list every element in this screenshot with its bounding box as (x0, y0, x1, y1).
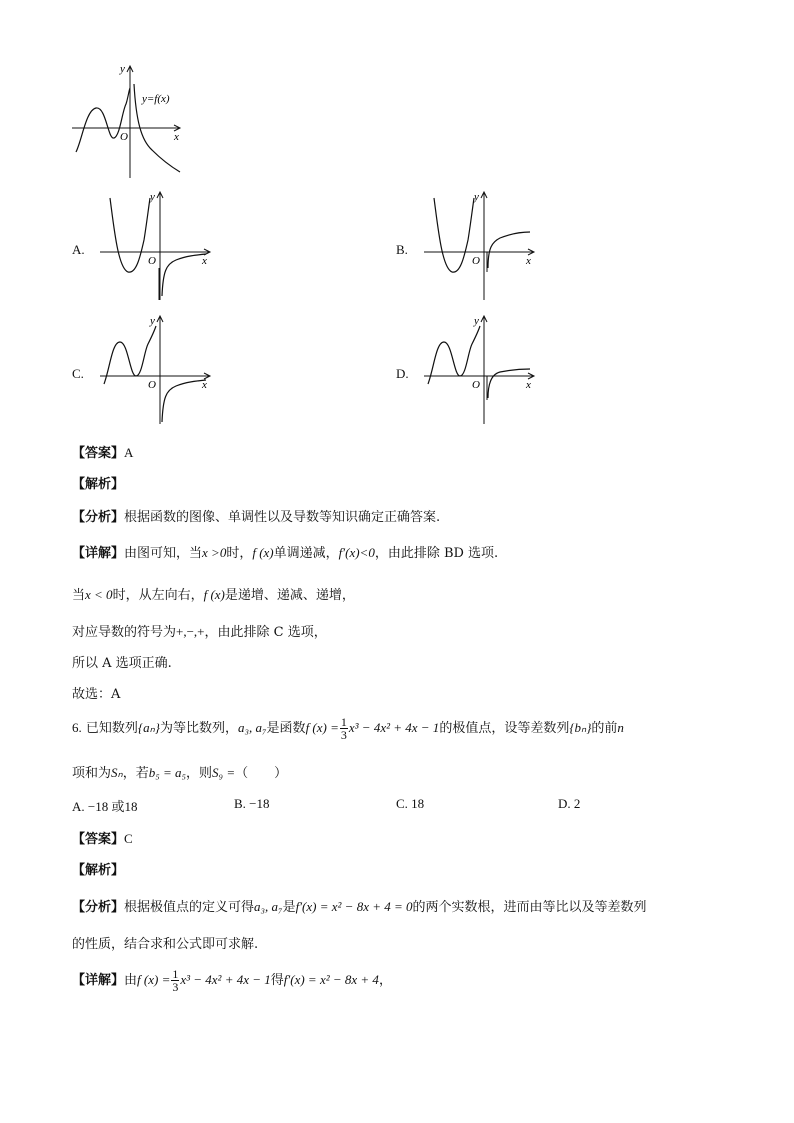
text: ，由此排除 BD 选项. (374, 546, 499, 561)
math-S9: S₉ = (212, 765, 236, 780)
q6-stem-line1 (72, 716, 624, 741)
answer-value: A (124, 445, 134, 460)
text: 所以 A 选项正确. (72, 656, 172, 671)
origin-label: O (148, 255, 156, 267)
fenxi-tag: 【分析】 (72, 510, 125, 525)
text: 故选：A (72, 687, 121, 702)
curve-label: y=f(x) (142, 93, 170, 105)
math-a3a7: a₃, a₇ (254, 899, 283, 914)
xiangjie-tag: 【详解】 (72, 973, 125, 988)
math-fx: f (x) (252, 545, 274, 560)
text: 为等比数列， (159, 721, 238, 736)
x-label: x (202, 255, 207, 267)
text: 时， (226, 546, 253, 561)
fraction (171, 968, 179, 993)
frac-den: 3 (172, 980, 179, 994)
x-label: x (526, 255, 531, 267)
jiexi-tag: 【解析】 (72, 477, 125, 492)
y-label: y (150, 315, 155, 327)
q5-jiexi-line (72, 473, 124, 492)
choice-a[interactable]: A. −18 或18 (72, 799, 138, 814)
q6-answer-line (72, 828, 133, 847)
text: 是递增、递减、递增， (224, 588, 355, 603)
y-label: y (150, 191, 155, 203)
frac-num: 1 (172, 967, 179, 981)
math-condition: x < 0 (85, 587, 113, 602)
choice-c[interactable]: C. 18 (396, 796, 425, 811)
option-b-letter: B. (396, 242, 408, 257)
text: 项和为 (72, 766, 112, 781)
q5-line3 (72, 621, 327, 640)
xiangjie-tag: 【详解】 (72, 546, 125, 561)
text: 单调递减， (273, 546, 339, 561)
answer-tag: 【答案】 (72, 832, 125, 847)
text: 对应导数的符号为 (72, 625, 177, 640)
q6-xiangjie-line (72, 968, 392, 993)
origin-label: O (472, 255, 480, 267)
curve-left (428, 326, 480, 384)
curve-right (162, 380, 206, 422)
text: 是函数 (266, 721, 306, 736)
origin-label: O (148, 379, 156, 391)
option-b-graph (420, 188, 538, 304)
text: 已知数列 (85, 721, 138, 736)
answer-tag: 【答案】 (72, 446, 125, 461)
q5-xiangjie-line (72, 542, 498, 561)
curve-left (104, 326, 156, 384)
y-label: y (120, 63, 125, 75)
math-bn: {bₙ} (569, 720, 592, 735)
math-derivative: f′(x)<0 (338, 545, 375, 560)
fenxi-text: 根据函数的图像、单调性以及导数等知识确定正确答案. (124, 510, 441, 525)
option-c-graph (96, 312, 214, 428)
math-an: {aₙ} (137, 720, 160, 735)
q5-answer-line (72, 442, 133, 461)
y-label: y (474, 191, 479, 203)
text: 的极值点，设等差数列 (439, 721, 570, 736)
q5-line5 (72, 683, 120, 702)
math-a3a7: a₃, a₇ (238, 720, 267, 735)
math-n: n (617, 720, 624, 735)
q6-stem-line2 (72, 762, 287, 781)
x-label: x (202, 379, 207, 391)
text: 根据极值点的定义可得 (124, 900, 255, 915)
text: 的性质，结合求和公式即可求解. (72, 937, 259, 952)
option-d-graph (420, 312, 538, 428)
math-signs: +,−,+ (176, 624, 205, 639)
option-a-graph (96, 188, 214, 304)
q5-line4 (72, 652, 172, 671)
q5-fenxi-line (72, 506, 440, 525)
text: ， (378, 973, 392, 988)
curve-right (488, 232, 530, 268)
choice-d[interactable]: D. 2 (558, 796, 581, 811)
math-fx: f (x) (203, 587, 225, 602)
q6-jiexi-line (72, 859, 124, 878)
fraction (340, 716, 348, 741)
q6-fenxi-line2 (72, 933, 258, 952)
math-poly: x³ − 4x² + 4x − 1 (348, 720, 440, 735)
math-poly: x³ − 4x² + 4x − 1 (180, 972, 271, 987)
option-c-letter: C. (72, 366, 84, 381)
x-label: x (174, 131, 179, 143)
q5-line2 (72, 584, 355, 603)
jiexi-tag: 【解析】 (72, 863, 125, 878)
math-equation: f′(x) = x² − 8x + 4 = 0 (295, 899, 413, 914)
math-Sn: Sₙ (111, 765, 123, 780)
curve-left (434, 198, 474, 272)
text: 由 (124, 973, 138, 988)
question-number: 6. (72, 720, 82, 735)
choice-b[interactable]: B. −18 (234, 796, 270, 811)
text: 当 (72, 588, 86, 603)
curve-right (488, 369, 530, 398)
curve-right (160, 254, 206, 300)
frac-den: 3 (340, 728, 347, 742)
fenxi-tag: 【分析】 (72, 900, 125, 915)
text: ，则 (186, 766, 213, 781)
text: 是 (282, 900, 296, 915)
q6-fenxi-line1 (72, 896, 647, 915)
math-fx: f (x) = (137, 972, 171, 987)
text: 由图可知，当 (124, 546, 203, 561)
answer-blank: （ ） (235, 766, 288, 781)
math-condition: x >0 (202, 545, 227, 560)
origin-label: O (120, 131, 128, 143)
math-fx: f (x) = (305, 720, 339, 735)
text: 时，从左向右， (112, 588, 204, 603)
text: 的两个实数根，进而由等比以及等差数列 (412, 900, 647, 915)
option-d-letter: D. (396, 366, 409, 381)
math-b5a5: b₅ = a₅ (148, 765, 187, 780)
math-derivative: f′(x) = x² − 8x + 4 (283, 972, 379, 987)
origin-label: O (472, 379, 480, 391)
answer-value: C (124, 831, 133, 846)
text: ，若 (122, 766, 149, 781)
text: 得 (270, 973, 284, 988)
y-label: y (474, 315, 479, 327)
frac-num: 1 (340, 715, 347, 729)
original-function-graph (66, 60, 196, 182)
curve-left (110, 198, 150, 272)
text: 的前 (591, 721, 618, 736)
text: ，由此排除 C 选项， (204, 625, 327, 640)
x-label: x (526, 379, 531, 391)
option-a-letter: A. (72, 242, 85, 257)
